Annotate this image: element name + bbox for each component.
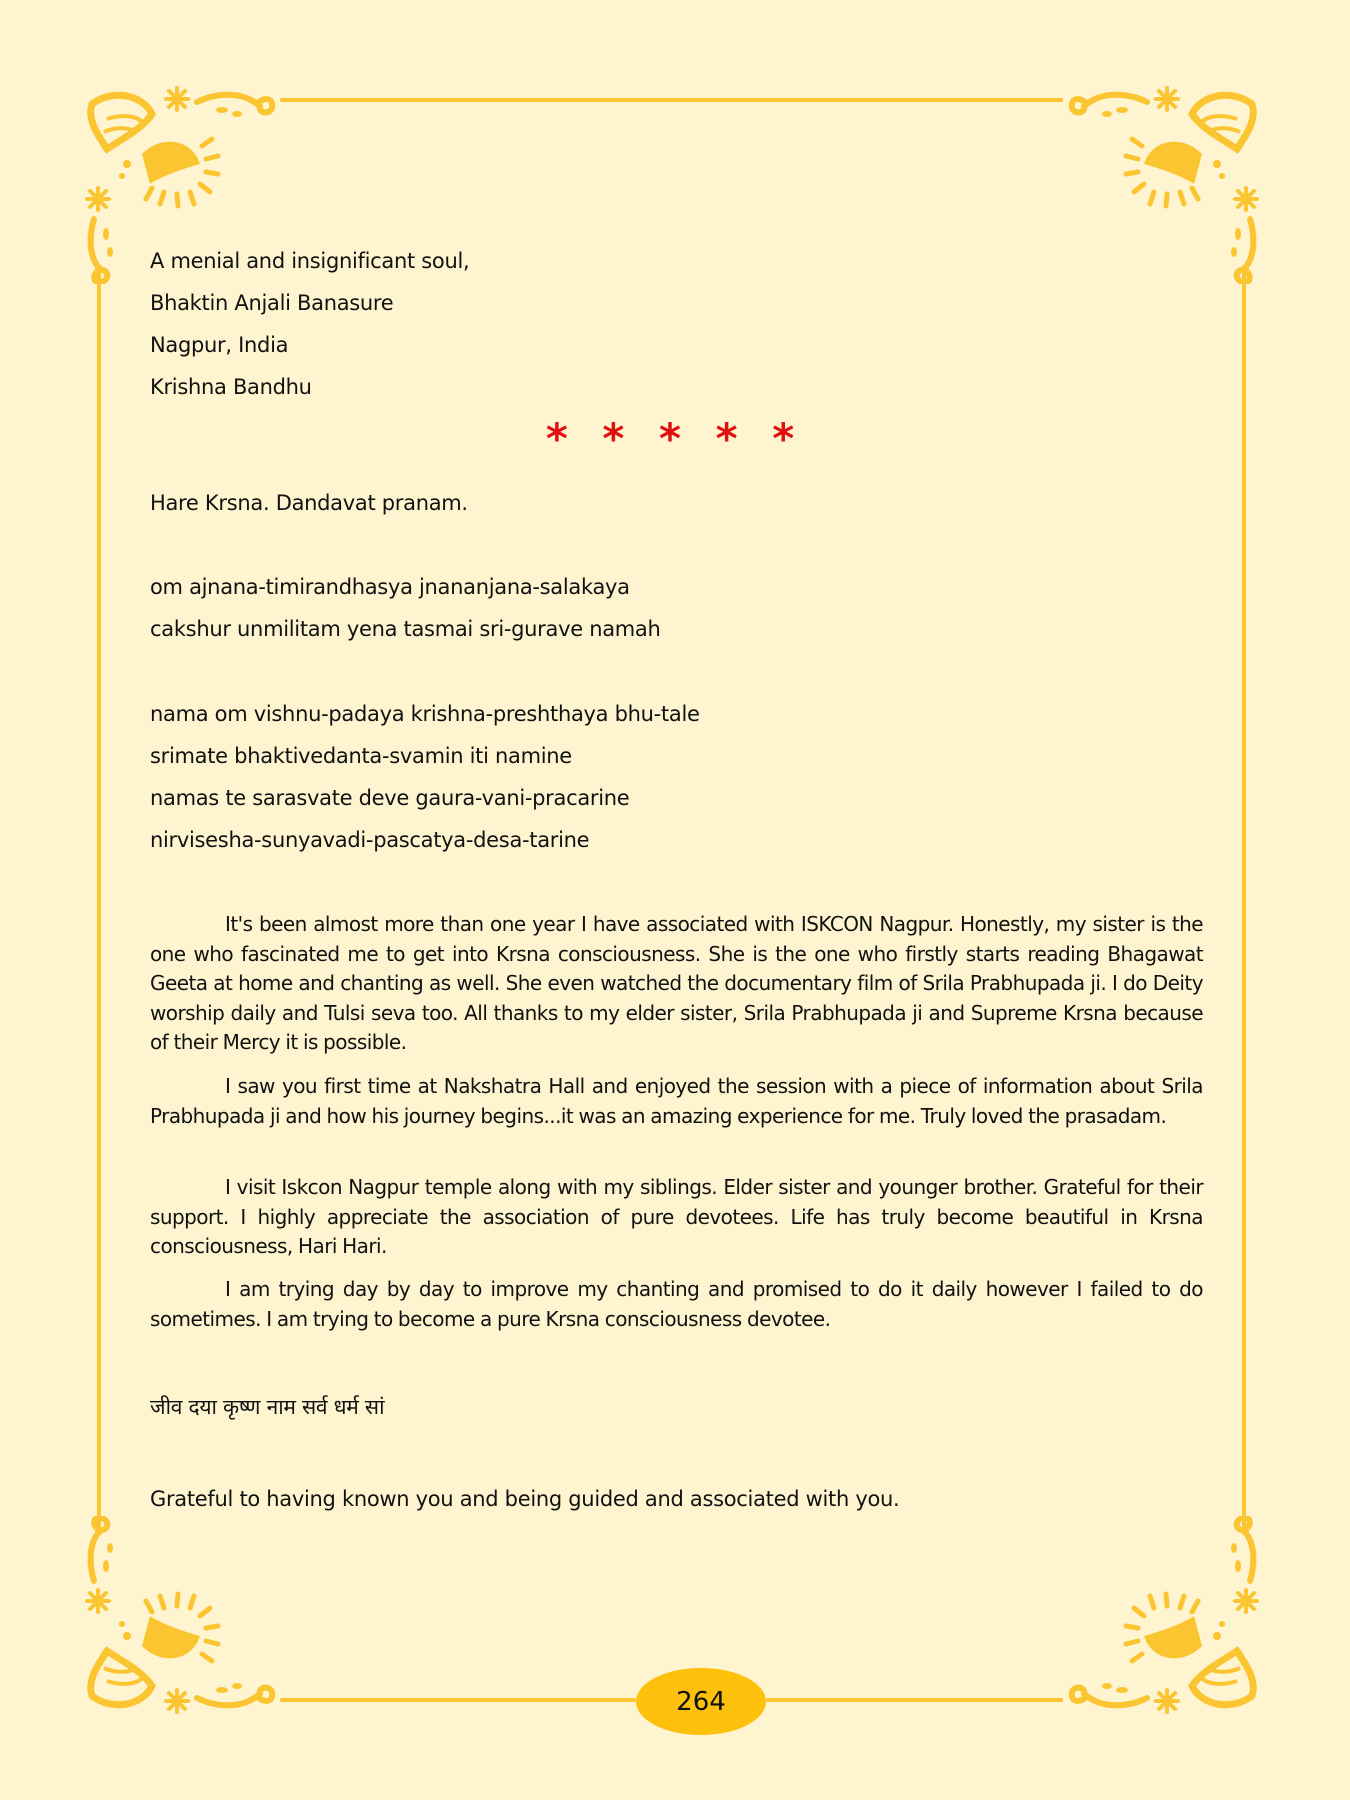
closing-line: Grateful to having known you and being guided and associated with you. — [150, 1487, 900, 1511]
prayer-line: srimate bhaktivedanta-svamin iti namine — [150, 744, 572, 768]
body-paragraph: I saw you first time at Nakshatra Hall and enjoyed the session with a piece of information about Srila Prabhupada ji and how his journey begins...it was an amazing experience for me. Truly loved the prasadam. — [150, 1074, 1203, 1128]
prayer-line: nama om vishnu-padaya krishna-preshthaya bhu-tale — [150, 702, 700, 726]
ornament-top-right-icon — [1062, 84, 1262, 284]
prayer-line: namas te sarasvate deve gaura-vani-pracarine — [150, 786, 630, 810]
frame-top-line — [280, 98, 1063, 102]
prayer-line: cakshur unmilitam yena tasmai sri-gurave namah — [150, 617, 661, 641]
signature-location: Nagpur, India — [150, 333, 289, 357]
greeting: Hare Krsna. Dandavat pranam. — [150, 491, 468, 515]
separator-stars: * * * * * — [545, 414, 805, 463]
signature-closing: A menial and insignificant soul, — [150, 249, 470, 273]
body-paragraph: I visit Iskcon Nagpur temple along with my siblings. Elder sister and younger brother. Grateful for their support. I highly appreciate the association of pure devotees. Life has truly become beautiful in Krsna consciousness, Hari Hari. — [150, 1175, 1203, 1259]
hindi-line: जीव दया कृष्ण नाम सर्व धर्म सां — [150, 1395, 385, 1419]
signature-group: Krishna Bandhu — [150, 375, 312, 399]
page-number: 264 — [676, 1686, 726, 1717]
body-paragraph: I am trying day by day to improve my chanting and promised to do it daily however I failed to do sometimes. I am trying to become a pure Krsna consciousness devotee. — [150, 1277, 1203, 1331]
body-paragraph: It's been almost more than one year I have associated with ISKCON Nagpur. Honestly, my sister is the one who fascinated me to get into Krsna consciousness. She is the one who firstly starts reading Bhagawat Geeta at home and chanting as well. She even watched the documentary film of Srila Prabhupada ji. I do Deity worship daily and Tulsi seva too. All thanks to my elder sister, Srila Prabhupada ji and Supreme Krsna because of their Mercy it is possible. — [150, 912, 1203, 1055]
ornament-bottom-left-icon — [82, 1516, 282, 1716]
frame-bottom-line-left — [280, 1698, 636, 1702]
prayer-line: nirvisesha-sunyavadi-pascatya-desa-tarine — [150, 828, 590, 852]
ornament-bottom-right-icon — [1062, 1516, 1262, 1716]
frame-bottom-line-right — [766, 1698, 1063, 1702]
signature-name: Bhaktin Anjali Banasure — [150, 291, 394, 315]
prayer-line: om ajnana-timirandhasya jnananjana-salakaya — [150, 575, 630, 599]
page-number-badge — [636, 1668, 766, 1735]
